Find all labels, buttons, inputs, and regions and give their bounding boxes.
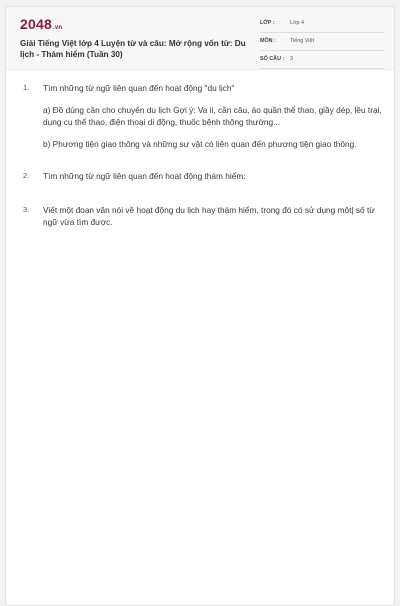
logo-suffix: .vn (52, 25, 63, 31)
question-item (23, 204, 383, 229)
meta-row-question-count (260, 53, 384, 69)
question-subpart-a: a) Đồ dùng cần cho chuyến du lịch Gợi ý: Va li, cần câu, áo quần thể thao, giầy dép, lều trại, dụng cụ thể thao, điện thoại di động, thuốc bệnh thông thường... (43, 104, 382, 127)
meta-label-question-count: SỐ CÂU : (260, 56, 285, 62)
meta-row-subject (260, 35, 384, 51)
meta-value-subject: Tiếng Việt (290, 38, 314, 44)
question-number: 1. (23, 83, 30, 92)
meta-value-question-count: 3 (290, 56, 293, 62)
question-number: 3. (23, 204, 30, 214)
meta-label-grade: LỚP : (260, 20, 275, 26)
question-item (23, 82, 383, 150)
question-list (23, 82, 383, 229)
question-text: Tìm những từ ngữ liên quan đến hoạt động thám hiểm: (43, 171, 246, 181)
question-text: Tìm những từ ngữ liên quan đến hoạt động "du lịch" (43, 83, 235, 93)
logo-text: 2048 (20, 16, 52, 32)
worksheet-header (6, 7, 394, 70)
meta-panel (260, 17, 384, 71)
site-logo[interactable] (20, 16, 62, 32)
meta-label-subject: MÔN : (260, 38, 276, 44)
question-item (23, 170, 383, 183)
document-title: Giải Tiếng Việt lớp 4 Luyện từ và câu: Mở rộng vốn từ: Du lịch - Thám hiểm (Tuần 30) (20, 39, 246, 59)
question-number: 2. (23, 171, 30, 180)
meta-value-grade: Lớp 4 (290, 20, 305, 26)
question-subpart-b: b) Phương tiện giao thông và những sự vật có liên quan đến phương tiện giao thông. (43, 138, 357, 149)
worksheet-page (5, 6, 395, 606)
question-text: Viết một đoạn văn nói về hoạt động du lịch hay thám hiểm, trong đó có sử dụng một| số từ ngữ vừa tìm được. (43, 204, 375, 227)
meta-row-grade (260, 17, 384, 33)
